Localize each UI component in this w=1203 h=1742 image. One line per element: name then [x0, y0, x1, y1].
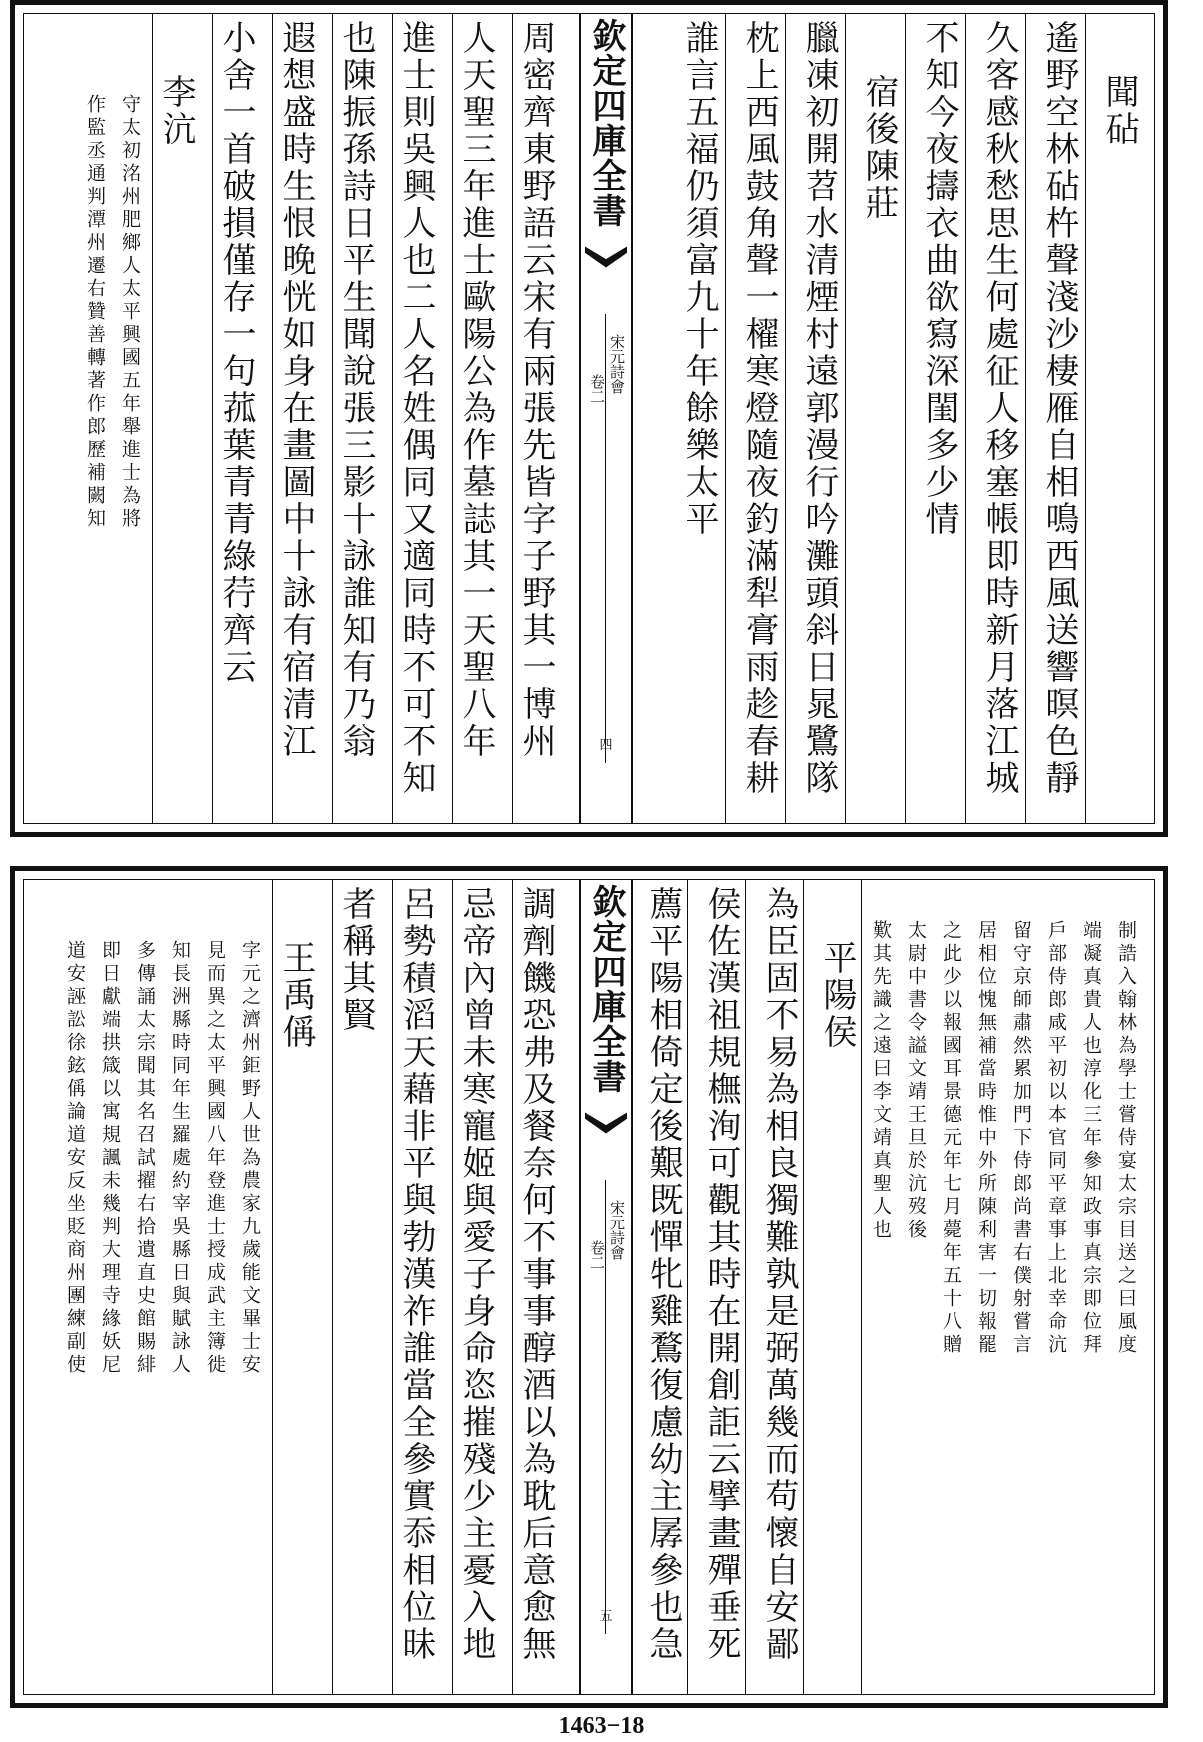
annotation-column: 守太初洺州肥鄉人太平興國五年舉進士為將	[119, 94, 141, 531]
volume-label: 卷二	[588, 374, 606, 404]
text-column: 周密齊東野語云宋有兩張先皆字子野其一博州	[516, 20, 556, 760]
text-column: 誰言五福仍須富九十年餘樂太平	[679, 20, 719, 538]
poem-title-pingyanghou: 平陽侯	[817, 940, 857, 1051]
fish-tail-mark-icon	[585, 1112, 627, 1134]
annotation-column: 知長洲縣時同年生羅處約宰吳縣日與賦詠人	[169, 940, 191, 1377]
poem-title-wenzhen: 聞砧	[1099, 74, 1139, 148]
text-column: 呂勢積滔天藉非平與勃漢祚誰當全參實忝相位昧	[396, 886, 436, 1663]
text-column: 調劑饑恐弗及餐奈何不事事醇酒以為耽后意愈無	[516, 886, 556, 1663]
text-column: 薦平陽相倚定後艱既憚牝雞鶩復慮幼主孱參也急	[643, 886, 683, 1663]
heading-li-hang: 李沆	[156, 74, 196, 148]
annotation-column: 歎其先識之遠曰李文靖真聖人也	[870, 920, 892, 1242]
poem-title-suhouchenzhuang: 宿後陳莊	[859, 74, 899, 222]
heading-wang-yucheng: 王禹偁	[276, 940, 316, 1051]
text-column: 不知今夜擣衣曲欲寫深閨多少情	[919, 20, 959, 538]
annotation-column: 太尉中書令謚文靖王旦於沆歿後	[905, 920, 927, 1242]
book-title: 欽定四庫全書	[586, 884, 626, 1094]
text-column: 進士則吳興人也二人名姓偶同又適同時不可不知	[396, 20, 436, 797]
page-number: 五	[599, 1609, 613, 1624]
bottom-page	[10, 866, 1168, 1708]
annotation-column: 字元之濟州鉅野人世為農家九歲能文畢士安	[239, 940, 261, 1377]
collection-name: 宋元詩會	[608, 334, 626, 394]
annotation-column: 多傳誦太宗聞其名召試擢右拾遺直史館賜緋	[134, 940, 156, 1377]
text-column: 臘凍初開苕水清煙村遠郭漫行吟灘頭斜日晁鷺隊	[799, 20, 839, 797]
text-column: 遐想盛時生恨晚恍如身在畫圖中十詠有宿清江	[276, 20, 316, 760]
annotation-column: 道安誣訟徐鉉偁論道安反坐貶商州團練副使	[64, 940, 86, 1377]
collection-name: 宋元詩會	[608, 1200, 626, 1260]
text-column: 為臣固不易為相良獨難孰是弼萬幾而苟懷自安鄙	[759, 886, 799, 1663]
text-column: 侯佐漢祖規橅洵可觀其時在開創詎云擘畫殫垂死	[701, 886, 741, 1663]
text-column: 忌帝內曾未寒寵姬與愛子身命恣摧殘少主憂入地	[456, 886, 496, 1663]
center-spine	[579, 14, 633, 823]
fish-tail-mark-icon	[585, 246, 627, 268]
text-column: 遙野空林砧杵聲淺沙棲雁自相鳴西風送響暝色靜	[1039, 20, 1079, 797]
text-column: 久客感秋愁思生何處征人移塞帳即時新月落江城	[979, 20, 1019, 797]
annotation-column: 戶部侍郎咸平初以本官同平章事上北幸命沆	[1045, 920, 1067, 1357]
annotation-column: 之此少以報國耳景德元年七月薨年五十八贈	[940, 920, 962, 1357]
annotation-column: 居相位愧無補當時惟中外所陳利害一切報罷	[975, 920, 997, 1357]
text-column: 小舍一首破損僅存一句菰葉青青綠荇齊云	[216, 20, 256, 686]
top-page-inner-frame	[23, 13, 1155, 824]
annotation-column: 留守京師肅然累加門下侍郎尚書右僕射嘗言	[1010, 920, 1032, 1357]
text-column: 也陳振孫詩日平生聞說張三影十詠誰知有乃翁	[336, 20, 376, 760]
annotation-block	[38, 940, 264, 1688]
annotation-column: 制誥入翰林為學士嘗侍宴太宗目送之曰風度	[1115, 920, 1137, 1357]
bottom-page-inner-frame	[23, 879, 1155, 1695]
annotation-column: 作監丞通判潭州遷右贊善轉著作郎歷補闕知	[84, 94, 106, 531]
text-column: 者稱其賢	[336, 886, 376, 1034]
page-footer-code: 1463−18	[558, 1713, 645, 1739]
annotation-column: 見而異之太平興國八年登進士授成武主簿徙	[204, 940, 226, 1377]
page-number: 四	[599, 738, 613, 753]
text-column: 人天聖三年進士歐陽公為作墓誌其一天聖八年	[456, 20, 496, 760]
top-page	[10, 0, 1168, 837]
center-spine	[579, 880, 633, 1694]
annotation-column: 端凝真貴人也淳化三年參知政事真宗即位拜	[1080, 920, 1102, 1357]
book-title: 欽定四庫全書	[586, 18, 626, 228]
annotation-block	[870, 920, 1140, 1688]
annotation-column: 即日獻端拱箴以寓規諷未幾判大理寺緣妖尼	[99, 940, 121, 1377]
text-column: 枕上西風鼓角聲一櫂寒燈隨夜釣滿犁膏雨趁春耕	[739, 20, 779, 797]
volume-label: 卷二	[588, 1240, 606, 1270]
annotation-block	[38, 94, 144, 817]
